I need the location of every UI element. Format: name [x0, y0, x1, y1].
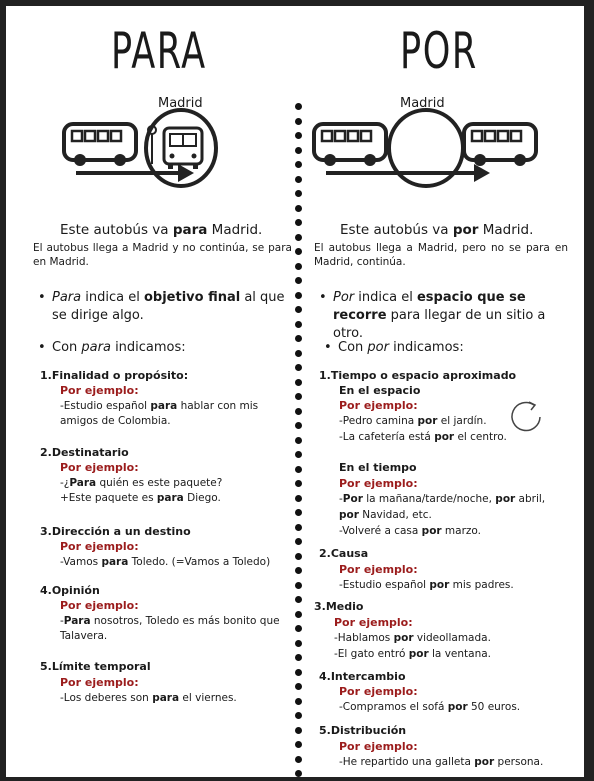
bus-icon: [314, 124, 386, 166]
divider-dot: [295, 756, 302, 763]
para-example: -¿Para quién es este paquete?: [60, 477, 223, 489]
divider-dot: [295, 654, 302, 661]
ejemplo-label: Por ejemplo:: [60, 461, 139, 474]
divider-dot: [295, 466, 302, 473]
para-lead-sentence: Este autobús va para Madrid.: [60, 222, 263, 238]
divider-dot: [295, 335, 302, 342]
divider-dot: [295, 509, 302, 516]
divider-dot: [295, 567, 302, 574]
por-example: -El gato entró por la ventana.: [334, 648, 492, 660]
ejemplo-label: Por ejemplo:: [60, 676, 139, 689]
ejemplo-label: Por ejemplo:: [334, 616, 413, 629]
por-example: -He repartido una galleta por persona.: [339, 756, 544, 768]
bus-front-icon: [164, 128, 202, 169]
por-section-heading: 5.Distribución: [319, 724, 407, 737]
para-example: -Los deberes son para el viernes.: [60, 692, 237, 704]
divider-dot: [295, 553, 302, 560]
por-subheading: En el espacio: [339, 384, 421, 397]
ejemplo-label: Por ejemplo:: [60, 384, 139, 397]
por-example: -Compramos el sofá por 50 euros.: [339, 701, 521, 713]
por-section-heading: 1.Tiempo o espacio aproximado: [319, 369, 517, 382]
divider-dot: [295, 770, 302, 777]
divider-dot: [295, 727, 302, 734]
divider-dot: [295, 625, 302, 632]
ejemplo-label: Por ejemplo:: [60, 599, 139, 612]
ejemplo-label: Por ejemplo:: [339, 563, 418, 576]
divider-dot: [295, 712, 302, 719]
divider-dot: [295, 451, 302, 458]
divider-dot: [295, 582, 302, 589]
divider-dot: [295, 147, 302, 154]
divider-dot: [295, 103, 302, 110]
por-example: -Estudio español por mis padres.: [339, 579, 514, 591]
divider-dot: [295, 248, 302, 255]
divider-dot: [295, 306, 302, 313]
divider-dot: [295, 176, 302, 183]
divider-dot: [295, 205, 302, 212]
divider-dot: [295, 321, 302, 328]
page-frame-right: [584, 0, 594, 781]
para-explanation: El autobus llega a Madrid y no continúa, se para en Madrid.: [33, 242, 292, 268]
arrow-right-icon: [76, 164, 194, 182]
divider-dot: [295, 611, 302, 618]
divider-dot: [295, 480, 302, 487]
por-example: -Por la mañana/tarde/noche, por abril,: [339, 493, 546, 505]
divider-dot: [295, 292, 302, 299]
por-example: -Hablamos por videollamada.: [334, 632, 491, 644]
para-example: -Estudio español para hablar con mis amigos de Colombia.: [60, 400, 259, 427]
divider-dot: [295, 437, 302, 444]
divider-dot: [295, 683, 302, 690]
page-frame-left: [0, 0, 6, 781]
por-subheading: En el tiempo: [339, 461, 417, 474]
para-bullet-objective: • Para indica el objetivo final al que se dirige algo.: [38, 290, 285, 323]
divider-dot: [295, 698, 302, 705]
divider-dot: [295, 364, 302, 371]
divider-dot: [295, 132, 302, 139]
por-section-heading: 4.Intercambio: [319, 670, 406, 683]
ejemplo-label: Por ejemplo:: [339, 685, 418, 698]
page-frame-top: [0, 0, 594, 6]
divider-dot: [295, 422, 302, 429]
por-bus-illustration: [306, 110, 536, 190]
para-example: +Este paquete es para Diego.: [60, 492, 221, 504]
divider-dot: [295, 263, 302, 270]
para-bus-illustration: [56, 110, 276, 190]
para-example: -Para nosotros, Toledo es más bonito que Talavera.: [60, 615, 280, 642]
divider-dot: [295, 524, 302, 531]
divider-dot: [295, 669, 302, 676]
divider-dot: [295, 596, 302, 603]
bus-icon: [64, 124, 136, 166]
para-bullet-uses: • Con para indicamos:: [38, 340, 186, 355]
divider-dot: [295, 741, 302, 748]
por-bullet-space: • Por indica el espacio que se recorre para llegar de un sitio a otro.: [319, 290, 546, 341]
para-example: -Vamos para Toledo. (=Vamos a Toledo): [60, 556, 271, 568]
divider-dot: [295, 393, 302, 400]
para-city-label: Madrid: [158, 96, 203, 111]
por-bullet-uses: • Con por indicamos:: [324, 340, 464, 355]
por-city-label: Madrid: [400, 96, 445, 111]
rotate-arrow-icon: [507, 397, 547, 437]
para-section-heading: 5.Límite temporal: [40, 660, 151, 673]
para-section-heading: 2.Destinatario: [40, 446, 129, 459]
divider-dot: [295, 219, 302, 226]
page-frame-bottom: [0, 777, 594, 781]
ejemplo-label: Por ejemplo:: [339, 477, 418, 490]
ejemplo-label: Por ejemplo:: [339, 740, 418, 753]
divider-dot: [295, 408, 302, 415]
por-example: -Pedro camina por el jardín.: [339, 415, 487, 427]
divider-dot: [295, 350, 302, 357]
por-section-heading: 2.Causa: [319, 547, 369, 560]
para-section-heading: 4.Opinión: [40, 584, 100, 597]
divider-dot: [295, 379, 302, 386]
por-example: -La cafetería está por el centro.: [339, 431, 507, 443]
divider-dot: [295, 538, 302, 545]
ejemplo-label: Por ejemplo:: [339, 399, 418, 412]
divider-dot: [295, 277, 302, 284]
por-lead-sentence: Este autobús va por Madrid.: [340, 222, 534, 238]
por-example: -Volveré a casa por marzo.: [339, 525, 481, 537]
por-title: POR: [400, 22, 478, 80]
por-section-heading: 3.Medio: [314, 600, 364, 613]
para-title: PARA: [111, 22, 207, 80]
para-section-heading: 3.Dirección a un destino: [40, 525, 191, 538]
bus-icon: [464, 124, 536, 166]
por-explanation: El autobus llega a Madrid, pero no se para en Madrid, continúa.: [314, 242, 568, 268]
divider-dot: [295, 190, 302, 197]
divider-dot: [295, 118, 302, 125]
divider-dot: [295, 640, 302, 647]
por-example: por Navidad, etc.: [339, 509, 432, 521]
divider-dot: [295, 495, 302, 502]
divider-dot: [295, 234, 302, 241]
divider-dot: [295, 161, 302, 168]
para-section-heading: 1.Finalidad o propósito:: [40, 369, 189, 382]
ejemplo-label: Por ejemplo:: [60, 540, 139, 553]
